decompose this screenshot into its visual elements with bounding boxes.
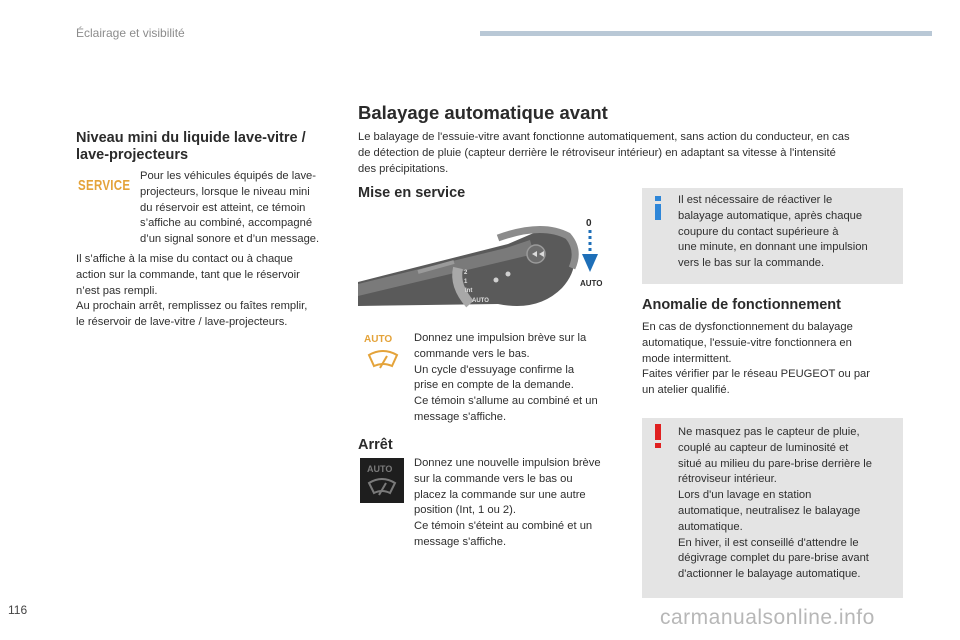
page-number: 116 <box>8 603 28 617</box>
left-heading-line1: Niveau mini du liquide lave-vitre / <box>76 130 306 146</box>
text-line: Il s’affiche à la mise du contact ou à chaque <box>76 253 293 265</box>
auto-wiper-off-icon <box>366 476 398 498</box>
text-line: projecteurs, lorsque le niveau mini <box>140 185 310 198</box>
text-line: mode intermittent. <box>642 352 732 365</box>
warning-note-text <box>678 425 872 583</box>
text-line: Ne masquez pas le capteur de pluie, <box>678 426 860 438</box>
text-line: couplé au capteur de luminosité et <box>678 441 849 454</box>
left-heading <box>76 130 306 164</box>
stalk-label-int: Int <box>465 288 473 294</box>
text-line: de détection de pluie (capteur derrière le rétroviseur intérieur) en adaptant sa vitesse à l'intensité <box>358 146 836 159</box>
text-line: Lors d'un lavage en station <box>678 489 812 502</box>
watermark: carmanualsonline.info <box>660 606 875 629</box>
stalk-label-1: 1 <box>464 279 468 285</box>
text-line: Donnez une nouvelle impulsion brève <box>414 457 601 469</box>
text-line: automatique, neutralisez le balayage <box>678 504 861 517</box>
text-line: Faites vérifier par le réseau PEUGEOT ou par <box>642 368 870 381</box>
stalk-position-auto: AUTO <box>580 279 603 288</box>
text-line: s’affiche au combiné, accompagné <box>140 217 313 230</box>
text-line: des précipitations. <box>358 162 449 175</box>
text-line: du réservoir est atteint, ce témoin <box>140 201 306 214</box>
text-line: automatique, l'essuie-vitre fonctionnera en <box>642 336 852 349</box>
text-line: Ce témoin s'allume au combiné et un <box>414 395 598 408</box>
left-intro-text <box>140 169 319 248</box>
section-title: Éclairage et visibilité <box>76 26 185 40</box>
text-line: commande vers le bas. <box>414 347 530 360</box>
service-on-heading: Mise en service <box>358 185 466 201</box>
auto-wiper-off-label: AUTO <box>367 464 393 474</box>
text-line: situé au milieu du pare-brise derrière le <box>678 457 873 470</box>
wiper-stalk-illustration <box>358 210 616 320</box>
text-line: Au prochain arrêt, remplissez ou faîtes remplir, <box>76 300 308 313</box>
text-line: n’est pas rempli. <box>76 284 158 297</box>
text-line: action sur la commande, tant que le réservoir <box>76 268 300 281</box>
text-line: vers le bas sur la commande. <box>678 257 825 270</box>
info-note-text <box>678 193 868 272</box>
text-line: position (Int, 1 ou 2). <box>414 504 516 517</box>
text-line: balayage automatique, après chaque <box>678 209 863 222</box>
left-body-text <box>76 252 307 331</box>
header-divider <box>480 31 932 36</box>
stalk-position-zero: 0 <box>586 218 592 229</box>
text-line: le réservoir de lave-vitre / lave-projecteurs. <box>76 316 288 329</box>
page-title: Balayage automatique avant <box>358 102 608 123</box>
text-line: message s'affiche. <box>414 410 507 423</box>
text-line: sur la commande vers le bas ou <box>414 472 573 485</box>
text-line: d’un signal sonore et d’un message. <box>140 233 320 246</box>
text-line: Il est nécessaire de réactiver le <box>678 194 833 206</box>
text-line: d'actionner le balayage automatique. <box>678 568 861 581</box>
info-icon <box>654 196 662 220</box>
fault-heading: Anomalie de fonctionnement <box>642 297 841 313</box>
service-warning-icon: SERVICE <box>78 178 131 194</box>
text-line: prise en compte de la demande. <box>414 379 574 392</box>
text-line: message s'affiche. <box>414 535 507 548</box>
text-line: Un cycle d'essuyage confirme la <box>414 363 575 376</box>
text-line: placez la commande sur une autre <box>414 488 586 501</box>
text-line: automatique. <box>678 520 743 533</box>
text-line: coupure du contact supérieure à <box>678 225 839 238</box>
stalk-label-2: 2 <box>464 270 468 276</box>
text-line: dégivrage complet du pare-brise avant <box>678 552 869 565</box>
left-heading-line2: lave-projecteurs <box>76 147 189 163</box>
service-on-text <box>414 331 598 426</box>
text-line: une minute, en donnant une impulsion <box>678 241 868 254</box>
text-line: En cas de dysfonctionnement du balayage <box>642 321 853 333</box>
text-line: Pour les véhicules équipés de lave- <box>140 170 316 182</box>
stop-heading: Arrêt <box>358 437 393 453</box>
text-line: Donnez une impulsion brève sur la <box>414 332 587 344</box>
text-line: En hiver, il est conseillé d'attendre le <box>678 536 859 549</box>
fault-text <box>642 320 870 399</box>
text-line: Le balayage de l'essuie-vitre avant fonctionne automatiquement, sans action du conducteur, en cas <box>358 131 850 143</box>
text-line: Ce témoin s'éteint au combiné et un <box>414 520 593 533</box>
auto-wiper-off-tile <box>360 458 404 503</box>
main-intro-text <box>358 130 850 177</box>
stalk-label-auto-ring: AUTO <box>472 298 489 304</box>
auto-wiper-indicator-label: AUTO <box>364 334 393 345</box>
text-line: rétroviseur intérieur. <box>678 473 777 486</box>
warning-icon <box>654 424 662 448</box>
text-line: un atelier qualifié. <box>642 384 730 397</box>
stop-text <box>414 456 601 551</box>
auto-wiper-icon <box>366 348 400 372</box>
